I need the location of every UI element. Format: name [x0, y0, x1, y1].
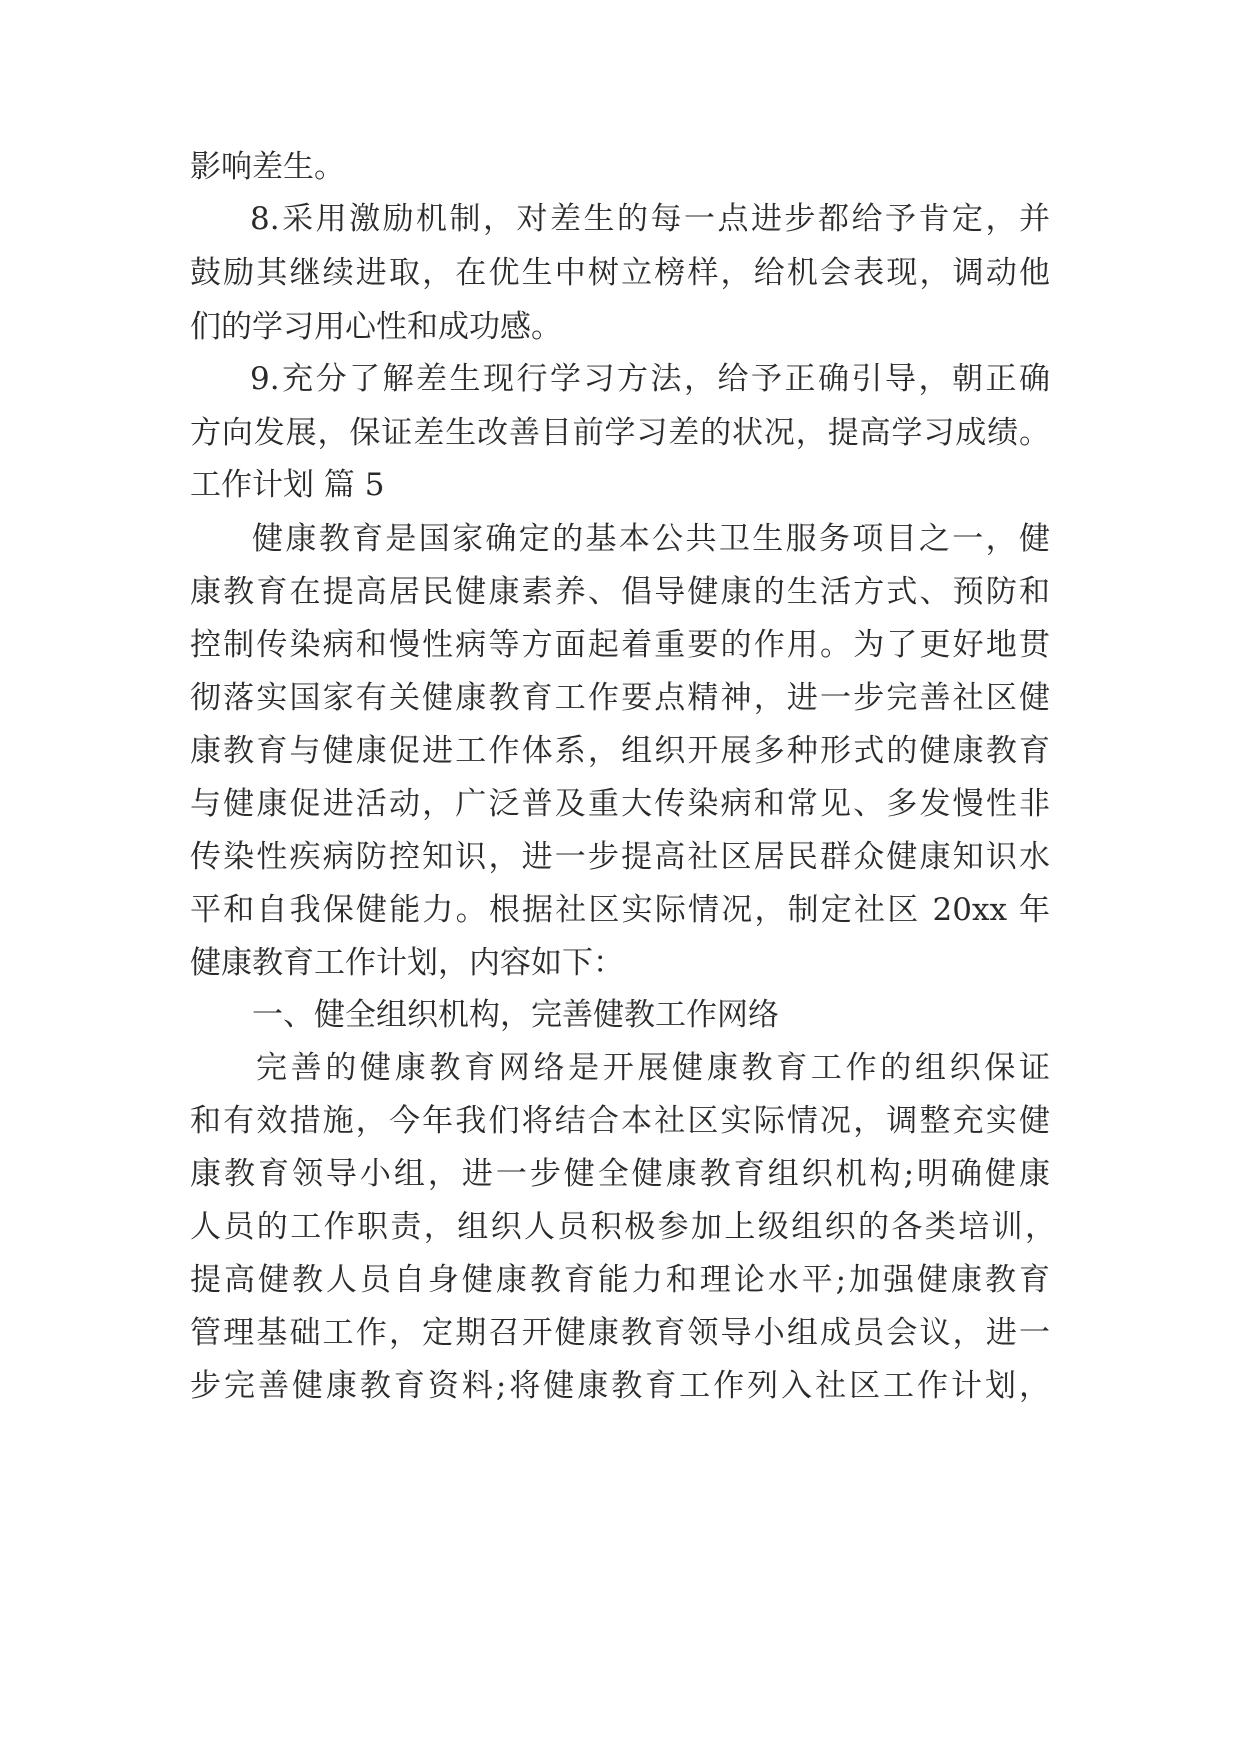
text-line	[0, 1092, 1241, 1150]
text-line-content: 提高健教人员自身健康教育能力和理论水平;加强健康教育	[190, 1262, 1050, 1298]
text-line-content: 康教育领导小组，进一步健全健康教育组织机构;明确健康	[190, 1156, 1050, 1192]
text-line	[0, 1357, 1241, 1415]
text-line-content: 完善的健康教育网络是开展健康教育工作的组织保证	[256, 1050, 1050, 1086]
text-line-content: 鼓励其继续进取，在优生中树立榜样，给机会表现，调动他	[190, 255, 1050, 291]
text-line-content: 们的学习用心性和成功感。	[190, 309, 562, 345]
text-line-content: 和有效措施，今年我们将结合本社区实际情况，调整充实健	[190, 1103, 1050, 1139]
text-line	[0, 881, 1241, 939]
text-line	[0, 298, 1241, 356]
text-line	[0, 669, 1241, 727]
text-line	[0, 244, 1241, 302]
text-line-content: 康教育在提高居民健康素养、倡导健康的生活方式、预防和	[190, 574, 1050, 610]
text-line-content: 健康教育是国家确定的基本公共卫生服务项目之一，健	[252, 521, 1050, 557]
text-line	[0, 1251, 1241, 1309]
section-heading-text: 工作计划 篇 5	[190, 467, 385, 503]
text-line	[0, 563, 1241, 621]
text-line	[0, 616, 1241, 674]
text-line	[0, 1304, 1241, 1362]
text-line-content: 彻落实国家有关健康教育工作要点精神，进一步完善社区健	[190, 680, 1050, 716]
text-line-content: 传染性疾病防控知识，进一步提高社区居民群众健康知识水	[190, 839, 1050, 875]
text-line	[0, 510, 1241, 568]
text-line	[0, 722, 1241, 780]
text-line	[0, 350, 1241, 408]
text-line-content: 9.充分了解差生现行学习方法，给予正确引导，朝正确	[250, 361, 1050, 397]
text-line	[0, 404, 1241, 462]
text-line-content: 控制传染病和慢性病等方面起着重要的作用。为了更好地贯	[190, 627, 1050, 663]
text-line	[0, 190, 1241, 248]
text-line	[0, 828, 1241, 886]
text-line-content: 8.采用激励机制，对差生的每一点进步都给予肯定，并	[250, 201, 1050, 237]
section-heading	[0, 456, 1241, 514]
text-line-content: 平和自我保健能力。根据社区实际情况，制定社区 20xx 年	[190, 892, 1050, 928]
text-line	[0, 775, 1241, 833]
subsection-heading-text: 一、健全组织机构，完善健教工作网络	[252, 997, 779, 1033]
text-line	[0, 1039, 1241, 1097]
text-line-content: 与健康促进活动，广泛普及重大传染病和常见、多发慢性非	[190, 786, 1050, 822]
text-line	[0, 934, 1241, 992]
text-line-content: 健康教育工作计划，内容如下：	[190, 945, 624, 981]
text-line	[0, 138, 1241, 196]
text-line	[0, 1145, 1241, 1203]
text-line-content: 影响差生。	[190, 149, 345, 185]
text-line-content: 步完善健康教育资料;将健康教育工作列入社区工作计划，	[190, 1368, 1050, 1404]
text-line-content: 康教育与健康促进工作体系，组织开展多种形式的健康教育	[190, 733, 1050, 769]
text-line-content: 管理基础工作，定期召开健康教育领导小组成员会议，进一	[190, 1315, 1050, 1351]
text-line	[0, 1198, 1241, 1256]
subsection-heading	[0, 986, 1241, 1044]
text-line-content: 人员的工作职责，组织人员积极参加上级组织的各类培训，	[190, 1209, 1056, 1245]
text-line-content: 方向发展，保证差生改善目前学习差的状况，提高学习成绩。	[190, 415, 1050, 451]
